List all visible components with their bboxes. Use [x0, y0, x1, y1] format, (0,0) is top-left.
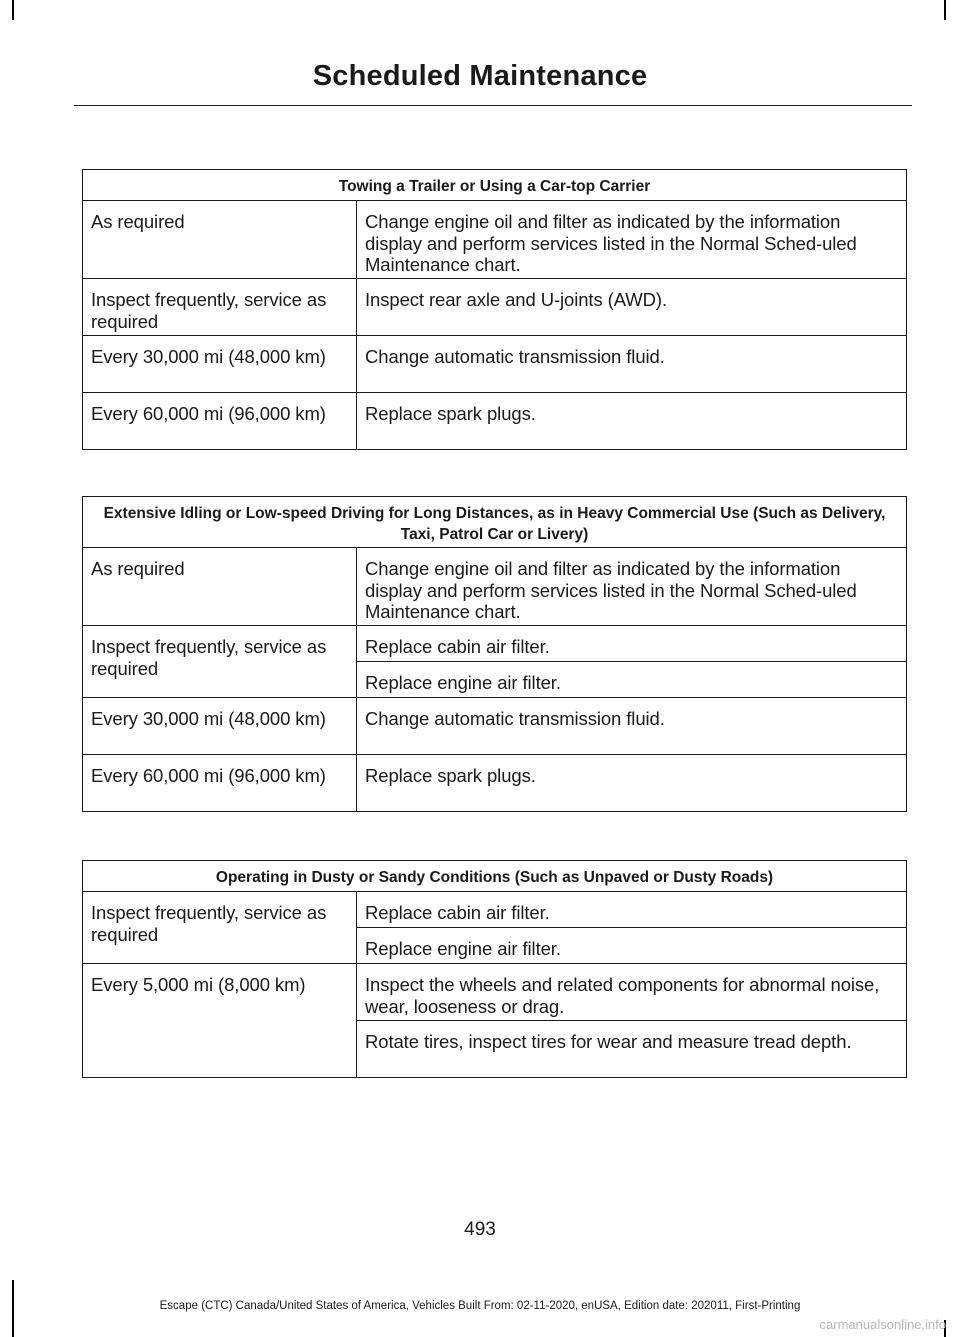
interval-cell: Every 60,000 mi (96,000 km)	[83, 755, 357, 812]
interval-cell: Inspect frequently, service as required	[83, 892, 357, 964]
crop-mark-top-left	[12, 0, 14, 20]
action-cell: Replace spark plugs.	[357, 393, 907, 450]
table-row	[83, 548, 907, 626]
maintenance-table-dusty	[82, 860, 907, 1078]
table-row	[83, 626, 907, 662]
table-row	[83, 964, 907, 1021]
page-number: 493	[464, 1219, 496, 1240]
watermark: carmanualsonline.info	[819, 1317, 946, 1332]
action-cell: Rotate tires, inspect tires for wear and measure tread depth.	[357, 1021, 907, 1078]
interval-cell: Every 30,000 mi (48,000 km)	[83, 336, 357, 393]
action-cell: Replace cabin air filter.	[357, 892, 907, 928]
table-row	[83, 755, 907, 812]
page-title: Scheduled Maintenance	[312, 60, 648, 92]
interval-cell: Every 60,000 mi (96,000 km)	[83, 393, 357, 450]
table-header-row	[83, 861, 907, 892]
interval-cell: Every 5,000 mi (8,000 km)	[83, 964, 357, 1078]
crop-mark-top-right	[944, 0, 946, 20]
edition-footer: Escape (CTC) Canada/United States of America, Vehicles Built From: 02-11-2020, enUSA, Edition date: 202011, First-Printing	[159, 1300, 801, 1312]
interval-cell: Every 30,000 mi (48,000 km)	[83, 698, 357, 755]
action-cell: Inspect the wheels and related components for abnormal noise, wear, looseness or drag.	[357, 964, 907, 1021]
action-cell: Inspect rear axle and U-joints (AWD).	[357, 279, 907, 336]
interval-cell: As required	[83, 201, 357, 279]
interval-cell: Inspect frequently, service as required	[83, 279, 357, 336]
table-row	[83, 279, 907, 336]
interval-cell: As required	[83, 548, 357, 626]
action-cell: Replace engine air filter.	[357, 928, 907, 964]
maintenance-table-towing	[82, 169, 907, 450]
table-row	[83, 892, 907, 928]
table-header-row	[83, 170, 907, 201]
action-cell: Replace cabin air filter.	[357, 626, 907, 662]
action-cell: Replace engine air filter.	[357, 662, 907, 698]
table-row	[83, 336, 907, 393]
action-cell: Change automatic transmission fluid.	[357, 336, 907, 393]
title-divider	[74, 105, 912, 106]
action-cell: Change automatic transmission fluid.	[357, 698, 907, 755]
table-header-row	[83, 497, 907, 548]
maintenance-table-idling	[82, 496, 907, 812]
table-row	[83, 393, 907, 450]
table-heading: Towing a Trailer or Using a Car-top Carrier	[83, 170, 907, 201]
table-row	[83, 201, 907, 279]
table-heading: Extensive Idling or Low-speed Driving for Long Distances, as in Heavy Commercial Use (Such as Delivery, Taxi, Patrol Car or Livery)	[83, 497, 907, 548]
action-cell: Replace spark plugs.	[357, 755, 907, 812]
action-cell: Change engine oil and filter as indicated by the information display and perform services listed in the Normal Sched-uled Maintenance chart.	[357, 201, 907, 279]
table-heading: Operating in Dusty or Sandy Conditions (Such as Unpaved or Dusty Roads)	[83, 861, 907, 892]
interval-cell: Inspect frequently, service as required	[83, 626, 357, 698]
table-row	[83, 698, 907, 755]
action-cell: Change engine oil and filter as indicated by the information display and perform services listed in the Normal Sched-uled Maintenance chart.	[357, 548, 907, 626]
